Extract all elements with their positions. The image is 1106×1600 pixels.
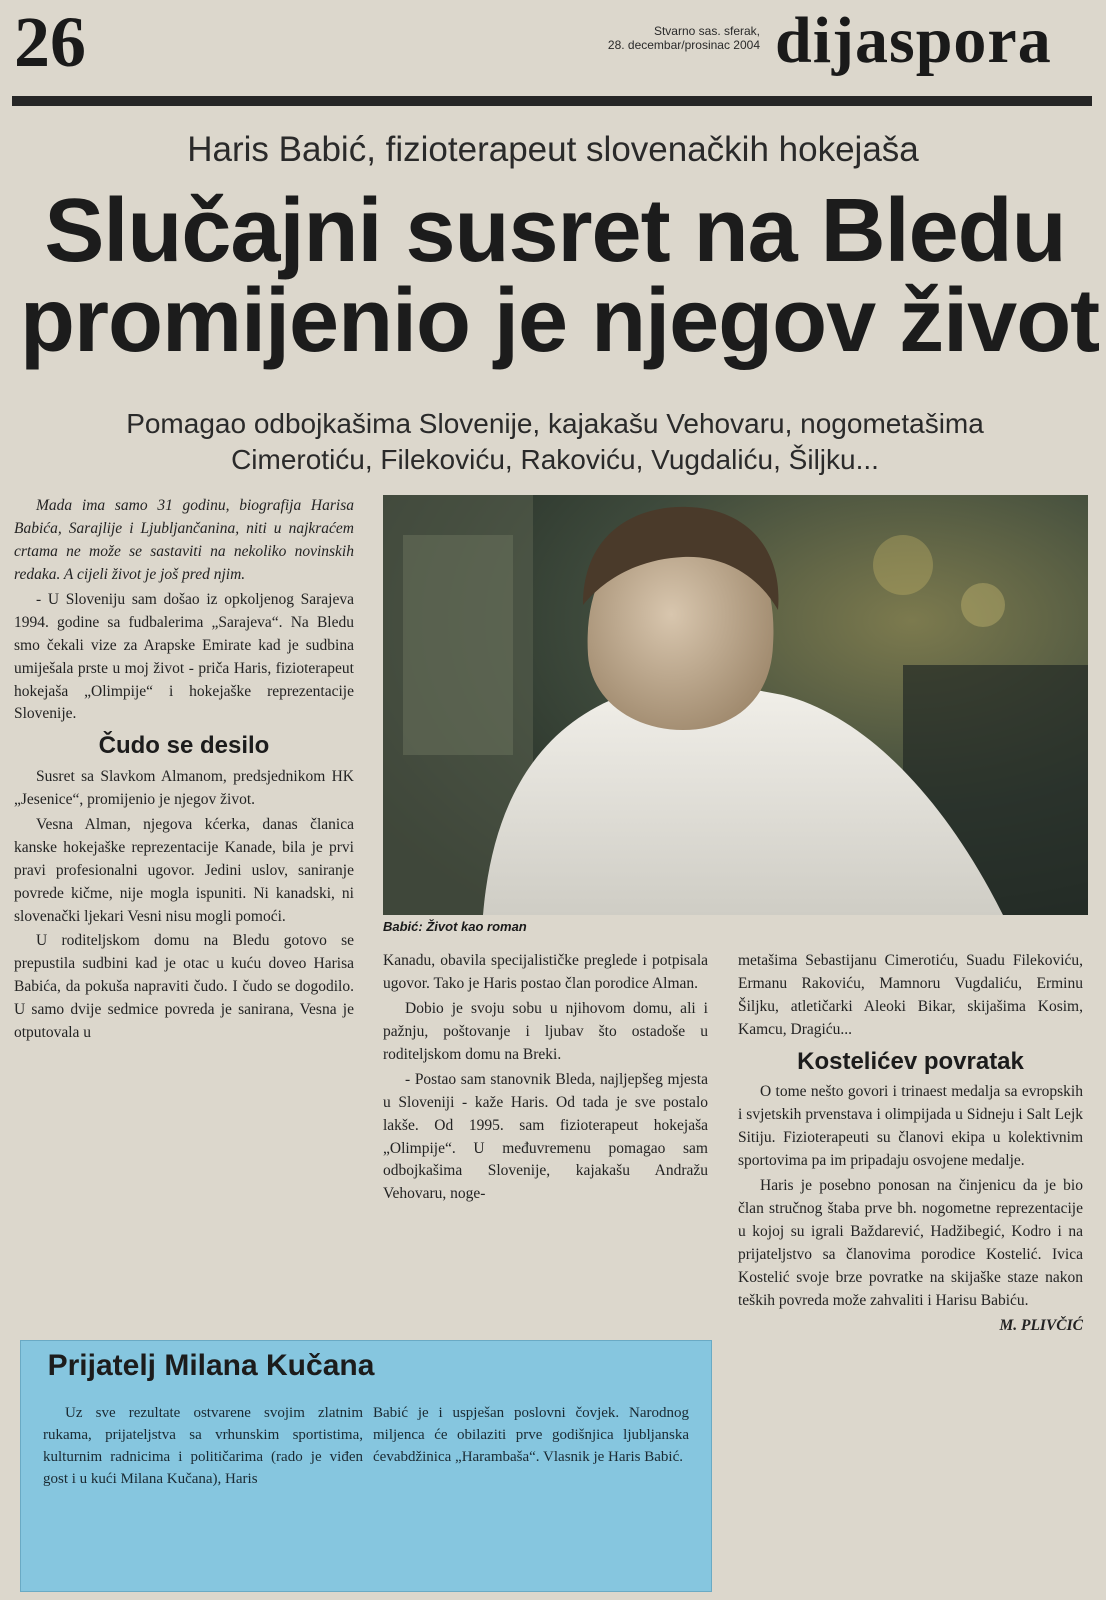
portrait-image — [383, 495, 1088, 915]
photo-caption: Babić: Život kao roman — [383, 919, 527, 934]
article-kicker: Haris Babić, fizioterapeut slovenačkih hokejaša — [187, 130, 919, 169]
publication-info — [520, 24, 760, 53]
paragraph: Susret sa Slavkom Almanom, predsjednikom HK „Jesenice“, promijenio je njegov život. — [14, 767, 354, 808]
paragraph: - Postao sam stanovnik Bleda, najljepšeg mjesta u Sloveniji - kaže Haris. Od tada je sve postalo lakše. Od 1995. sam fizioterapeut hokejaša „Olimpije“. U međuvremenu pomagao sam odbojkašima Slovenije, kajakašu Andražu Vehovaru, noge- — [383, 1070, 708, 1203]
paragraph: metašima Sebastijanu Cimerotiću, Suadu Filekoviću, Ermanu Rakoviću, Mamnoru Vugdaliću, Erminu Šiljku, atletičarki Aleoki Bikar, skijašima Kosim, Kamcu, Dragiću... — [738, 952, 1083, 1038]
page-number: 26 — [14, 2, 86, 82]
article-photo — [383, 495, 1088, 915]
article-deck: Pomagao odbojkašima Slovenije, kajakašu Vehovaru, nogometašima Cimerotiću, Filekoviću, Rakoviću, Vugdaliću, Šiljku... — [126, 408, 984, 476]
sidebar-column-2 — [373, 1403, 689, 1469]
article-column-2 — [383, 950, 708, 1208]
publication-info-date: 28. decembar/prosinac 2004 — [607, 38, 760, 53]
article-column-1 — [14, 495, 354, 1047]
article-headline — [20, 181, 1100, 371]
paragraph: Babić je i uspješan poslovni čovjek. Narodnog miljenca će obilaziti prve godišnjica ljubljanska ćevabdžinica „Harambaša“. Vlasnik je Haris Babić. — [373, 1405, 689, 1465]
paragraph: Dobio je svoju sobu u njihovom domu, ali i pažnju, poštovanje i ljubav što ostadoše u roditeljskom domu na Breki. — [383, 999, 708, 1063]
sidebar-title: Prijatelj Milana Kučana — [47, 1349, 375, 1382]
headline-line1: Slučajni susret na Bledu — [44, 181, 1066, 281]
sidebar-box — [20, 1340, 712, 1592]
subheading: Čudo se desilo — [98, 732, 270, 760]
headline-line2: promijenio je njegov život — [20, 271, 1100, 371]
paragraph: Kanadu, obavila specijalističke preglede i potpisala ugovor. Tako je Haris postao član porodice Alman. — [383, 952, 708, 992]
paragraph: - U Sloveniju sam došao iz opkoljenog Sarajeva 1994. godine sa fudbalerima „Sarajeva“. Na Bledu smo čekali vize za Arapske Emirate kad je sudbina umiješala prste u moj život - priča Haris, fizioterapeut hokejaša „Olimpije“ i hokejaške reprezentacije Slovenije. — [14, 590, 354, 723]
author-byline: M. PLIVČIĆ — [999, 1316, 1083, 1334]
section-title: dijaspora — [775, 4, 1052, 77]
sidebar-column-1 — [43, 1403, 363, 1491]
paragraph: Uz sve rezultate ostvarene svojim zlatnim rukama, prijateljstva sa vrhunskim sportistima, kulturnim radnicima i političarima (rado je viđen gost i u kući Milana Kučana), Haris — [43, 1405, 363, 1487]
subheading: Kostelićev povratak — [797, 1047, 1024, 1075]
paragraph: O tome nešto govori i trinaest medalja sa evropskih i svjetskih prvenstava i olimpijada u Sidneju i Salt Lejk Sitiju. Fizioterapeuti su članovi ekipa u kolektivnim sportovima pa im pripadaju osvojene medalje. — [738, 1083, 1083, 1170]
paragraph: Haris je posebno ponosan na činjenicu da je bio član stručnog štaba prve bh. nogometne reprezentacije u kojoj su igrali Baždarević, Hadžibegić, Kodro i na prijateljstvo sa članovima porodice Kostelić. Ivica Kostelić svoje brze povratke na skijaške staze nakon teških povreda može zahvaliti i Harisu Babiću. — [738, 1177, 1083, 1309]
header-rule — [12, 96, 1092, 106]
paragraph: Vesna Alman, njegova kćerka, danas članica kanske hokejaške reprezentacije Kanade, bila je prvi pravi profesionalni ugovor. Jedini uslov, saniranje povrede kičme, nije mogla ispuniti. Ni kanadski, ni slovenački ljekari Vesni nisu mogli pomoći. — [14, 815, 354, 925]
article-column-3 — [738, 950, 1083, 1338]
publication-info-line1: Stvarno sas. sferak, — [653, 24, 760, 38]
paragraph: Mada ima samo 31 godinu, biografija Harisa Babića, Sarajlije i Ljubljančanina, niti u najkraćem crtama ne može se sastaviti na nekoliko novinskih redaka. A cijeli život je još pred njim. — [14, 497, 354, 583]
paragraph: U roditeljskom domu na Bledu gotovo se prepustila sudbini kad je otac u kuću doveo Harisa Babića, da pokuša napraviti čudo. I čudo se dogodilo. U samo dvije sedmice povreda je sanirana, Vesna je otputovala u — [14, 932, 354, 1042]
